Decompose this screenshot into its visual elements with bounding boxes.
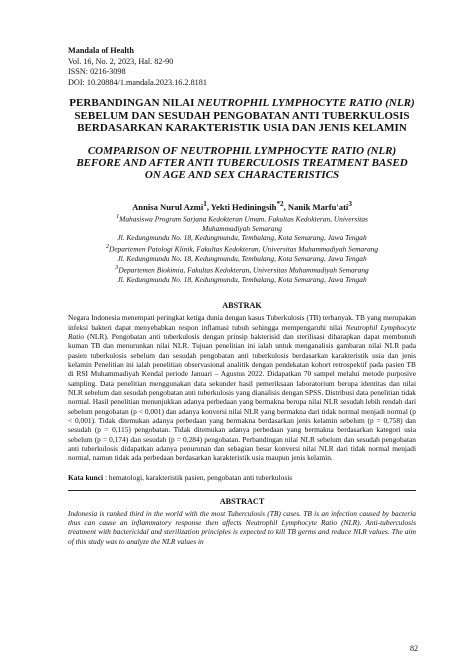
author-2-affil: *2 xyxy=(276,199,284,208)
affiliation-line xyxy=(68,213,416,224)
title-block xyxy=(68,97,416,181)
author-1: Annisa Nurul Azmi xyxy=(132,201,204,212)
affiliation-sup: 2 xyxy=(105,243,109,250)
page-number: 82 xyxy=(410,644,418,653)
title-id-line-3: BERDASARKAN KARAKTERISTIK USIA DAN JENIS KELAMIN xyxy=(77,122,407,135)
affiliation-text: Mahasiswa Program Sarjana Kedokteran Umum, Fakultas Kedokteran, Universitas xyxy=(119,214,368,224)
title-id-line-1 xyxy=(68,97,416,109)
affiliation-text: Departemen Patologi Klinik, Fakultas Kedokteran, Universitas Muhammadiyah Semarang xyxy=(108,244,379,254)
title-en-line-2: BEFORE AND AFTER ANTI TUBERCULOSIS TREATMENT BASED xyxy=(76,157,408,169)
abstract-heading: ABSTRACT xyxy=(219,496,265,506)
title-id-line-2: SEBELUM DAN SESUDAH PENGOBATAN ANTI TUBERKULOSIS xyxy=(74,109,410,122)
affiliation-sup: 3 xyxy=(115,264,119,271)
keywords xyxy=(68,473,416,482)
affiliation-line: Jl. Kedungmundu No. 18, Kedungmundu, Tembalang, Kota Semarang, Jawa Tengah xyxy=(117,274,367,284)
affiliation-line: Jl. Kedungmundu No. 18, Kedungmundu, Tembalang, Kota Semarang, Jawa Tengah xyxy=(117,253,367,263)
author-3: Nanik Marfu'ati xyxy=(287,201,349,212)
journal-volume: Vol. 16, No. 2, 2023, Hal. 82-90 xyxy=(68,56,174,66)
author-list xyxy=(68,200,416,212)
affiliations xyxy=(68,213,416,285)
author-separator: , xyxy=(283,201,288,212)
affiliation-line xyxy=(68,243,416,254)
abstrak-body xyxy=(68,313,416,463)
affiliation-line: Muhammadiyah Semarang xyxy=(202,223,282,233)
title-en-line-1: COMPARISON OF NEUTROPHIL LYMPHOCYTE RATIO (NLR) xyxy=(87,144,397,157)
title-english xyxy=(68,145,416,182)
keywords-label: Kata kunci xyxy=(68,472,104,482)
abstrak-text-2: (NLR). Pengobatan anti tuberkulosis dengan prinsip bakterisid dan sterilisasi diharapkan dapat membunuh kuman TB dan menurunkan nilai NLR. Tujuan penelitian ini ialah untuk menganalisis gambaran nilai NLR pada pasien tuberkulosis sebelum dan sesudah pengobatan anti tuberkulosis berdasarkan karakteristik usia dan jenis kelamin Penelitian ini ialah penelitian observasional analitik dengan pendekatan kohort retrospektif pada pasien TB di RSI Muhammadiyah Kendal periode Januari – Agustus 2022. Didapatkan 70 sampel melalui metode purposive sampling. Data penelitian menggunakan data sekunder hasil pemeriksaan laboratorium berupa identitas dan nilai NLR sebelum dan sesudah pengobatan anti tuberkulosis yang dianalisis dengan SPSS. Distribusi data penelitian tidak normal. Hasil penelitian menunjukkan adanya perbedaan yang bermakna berupa nilai NLR sesudah lebih rendah dari sebelum pengobatan (p < 0,001) dan adanya konversi nilai NLR yang bermakna dari tidak normal menjadi normal (p < 0,001). Tidak ditemukan adanya perbedaan yang bermakna berdasarkan jenis kelamin sebelum (p = 0,758) dan sesudah (p = 0,115) pengobatan. Tidak ditemukan adanya perbedaan yang bermakna berdasarkan kategori usia sebelum (p = 0,174) dan sesudah (p = 0,284) pengobatan. Perbandingan nilai NLR sebelum dan sesudah pengobatan anti tuberkulosis didapatkan adanya penurunan dan sebagian besar konversi nilai NLR dari tidak normal menjadi normal, namun tidak ada perbedaan berdasarkan karakteristik usia maupun jenis kelamin. xyxy=(68,331,416,463)
affiliation-line xyxy=(68,264,416,275)
journal-doi: DOI: 10.20884/1.mandala.2023.16.2.8181 xyxy=(68,77,207,87)
keywords-list: : hematologi, karakteristik pasien, pengobatan anti tuberkulosis xyxy=(103,472,293,482)
author-separator: , xyxy=(206,201,211,212)
abstrak-text-1: Negara Indonesia menempati peringkat ketiga dunia dengan kasus Tuberkulosis (TB) terbanyak. TB yang merupakan infeksi bakteri dapat menyebabkan respon inflamasi tubuh sehingga mempengaruhi nilai xyxy=(68,313,416,332)
author-3-affil: 3 xyxy=(348,199,352,208)
title-indonesian xyxy=(68,97,416,134)
author-1-affil: 1 xyxy=(203,199,207,208)
abstrak-italic-term: Neutrophil Lymphocyte Ratio xyxy=(68,322,416,341)
abstract-body: Indonesia is ranked third in the world with the most Tuberculosis (TB) cases. TB is an infection caused by bacteria thus can cause an inflammatory response then affects Neutrophil Lymphocyte Ratio (NLR). Anti-tuberculosis treatment with bactericidal and sterilization principles is expected to kill TB germs and reduce NLR values. The aim of this study was to analyze the NLR values in xyxy=(68,508,416,546)
journal-issn: ISSN: 0216-3098 xyxy=(68,67,126,77)
author-2: Yekti Hediningsih xyxy=(210,201,277,212)
section-divider xyxy=(68,490,416,491)
journal-header xyxy=(68,46,416,88)
affiliation-sup: 1 xyxy=(116,213,120,220)
affiliation-line: Jl. Kedungmundu No. 18, Kedungmundu, Tembalang, Kota Semarang, Jawa Tengah xyxy=(117,233,367,243)
affiliation-text: Departemen Biokimia, Fakultas Kedokteran, Universitas Muhammadiyah Semarang xyxy=(118,265,369,275)
title-en-line-3: ON AGE AND SEX CHARACTERISTICS xyxy=(144,169,340,182)
title-id-line-1-text: PERBANDINGAN NILAI xyxy=(69,97,198,110)
title-id-line-1-italic: NEUTROPHIL LYMPHOCYTE RATIO (NLR) xyxy=(197,97,415,110)
journal-name: Mandala of Health xyxy=(68,46,134,55)
abstrak-heading: ABSTRAK xyxy=(222,301,262,311)
